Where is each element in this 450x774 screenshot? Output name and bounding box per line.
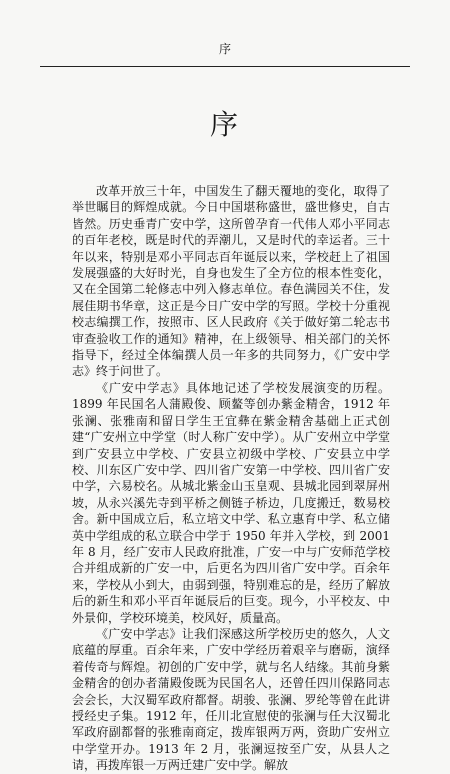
paragraph-2: 《广安中学志》具体地记述了学校发展演变的历程。1899 年民国名人蒲殿俊、顾鳌等创办紫金精舍，1912 年张澜、张雅南和留日学生王宜彝在紫金精舍基础上正式创建“广安州立中学堂（时人称广安中学）。从广安州立中学堂到广安县立中学校、广安县立初级中学校、广安县立中学校、川东区广安中学、四川省广安第一中学校、四川省广安中学，六易校名。从城北紫金山玉皇观、县城北园到翠屏州坡，从永兴溪先寺到平桥之侧链子桥边，几度搬迁，数易校舍。新中国成立后，私立培文中学、私立惠育中学、私立储英中学组成的私立联合中学于 1950 年并入学校，到 2001 年 8 月，经广安市人民政府批准，广安一中与广安师范学校合并组成新的广安一中，后更名为四川省广安中学。百余年来，学校从小到大，由弱到强，特别难忘的是，经历了解放后的新生和邓小平百年诞辰后的巨变。现今，小平校友、中外景仰，学校环境美，校风好，质量高。 bbox=[72, 380, 390, 625]
paragraph-1: 改革开放三十年，中国发生了翻天覆地的变化，取得了举世瞩目的辉煌成就。今日中国堪称盛世，盛世修史，自古皆然。历史垂青广安中学，这所曾孕育一代伟人邓小平同志的百年老校，既是时代的弄潮儿，又是时代的幸运者。三十年以来，特别是邓小平同志百年诞辰以来，学校赶上了祖国发展强盛的大好时光，自身也发生了全方位的根本性变化，又在全国第二轮修志中列入修志单位。春色满园关不住，发展佳期书华章，这正是今日广安中学的写照。学校十分重视校志编撰工作，按照市、区人民政府《关于做好第二轮志书审查验收工作的通知》精神，在上级领导、相关部门的关怀指导下，经过全体编撰人员一年多的共同努力，《广安中学志》终于问世了。 bbox=[72, 184, 390, 379]
page-title: 序 bbox=[209, 108, 240, 141]
running-header: 序 bbox=[218, 42, 231, 56]
body-text bbox=[72, 183, 390, 774]
header-divider bbox=[40, 66, 410, 67]
paragraph-3: 《广安中学志》让我们深感这所学校历史的悠久，人文底蕴的厚重。百余年来，广安中学经历着艰辛与磨砺，演绎着传奇与辉煌。初创的广安中学，就与名人结缘。其前身紫金精舍的创办者蒲殿俊既为民国名人，还曾任四川保路同志会会长，大汉蜀军政府都督。胡骏、张澜、罗纶等曾在此讲授经史子集。1912 年，任川北宣慰使的张澜与任大汉蜀北军政府副都督的张雅南商定，拨库银两万两，资助广安州立中学堂开办。1913 年 2 月，张澜逗按至广安，从县人之请，再拨库银一万两迁建广安中学。解放 bbox=[72, 626, 390, 773]
